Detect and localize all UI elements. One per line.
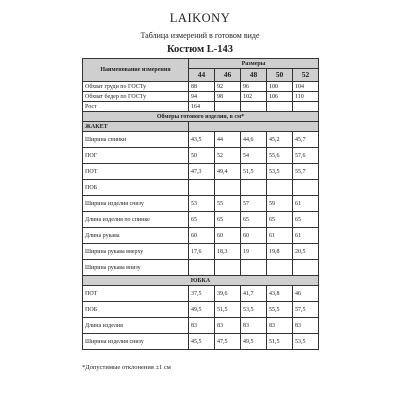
value-cell: 49,5 bbox=[241, 334, 267, 350]
table-row bbox=[83, 196, 319, 212]
value-cell: 60 bbox=[241, 228, 267, 244]
value-cell: 65 bbox=[215, 212, 241, 228]
row-label: Ширина рукава внизу bbox=[83, 260, 189, 276]
value-cell: 96 bbox=[241, 82, 267, 92]
value-cell: 59 bbox=[267, 196, 293, 212]
value-cell: 53,5 bbox=[293, 334, 319, 350]
measurement-name-header: Наименование измерения bbox=[83, 59, 189, 82]
value-cell: 83 bbox=[215, 318, 241, 334]
row-label: Длина изделия bbox=[83, 318, 189, 334]
value-cell: 57 bbox=[241, 196, 267, 212]
row-label: Рост bbox=[83, 102, 189, 112]
size-header-cell: 44 bbox=[189, 69, 215, 82]
value-cell: 55,5 bbox=[267, 302, 293, 318]
row-label: ПОГ bbox=[83, 148, 189, 164]
row-label: Ширина рукава вверху bbox=[83, 244, 189, 260]
value-cell: 51,5 bbox=[241, 164, 267, 180]
model-title: Костюм L-143 bbox=[166, 44, 234, 55]
value-cell bbox=[293, 260, 319, 276]
size-header-cell: 46 bbox=[215, 69, 241, 82]
row-label: Ширина изделия снизу bbox=[83, 196, 189, 212]
value-cell: 41,7 bbox=[241, 286, 267, 302]
value-cell: 45,5 bbox=[189, 334, 215, 350]
value-cell: 47,5 bbox=[215, 334, 241, 350]
table-row bbox=[83, 212, 319, 228]
value-cell: 53,5 bbox=[241, 302, 267, 318]
value-cell bbox=[241, 102, 267, 112]
value-cell: 47,3 bbox=[189, 164, 215, 180]
value-cell: 44,6 bbox=[241, 132, 267, 148]
table-row bbox=[83, 180, 319, 196]
value-cell: 88 bbox=[189, 82, 215, 92]
value-cell: 83 bbox=[293, 318, 319, 334]
skirt-section-title: ЮБКА bbox=[83, 276, 319, 286]
value-cell: 19 bbox=[241, 244, 267, 260]
value-cell: 20,5 bbox=[293, 244, 319, 260]
table-row bbox=[83, 92, 319, 102]
jacket-section-title: ЖАКЕТ bbox=[83, 122, 189, 132]
value-cell: 60 bbox=[215, 228, 241, 244]
value-cell bbox=[267, 102, 293, 112]
value-cell bbox=[293, 102, 319, 112]
size-header-cell: 48 bbox=[241, 69, 267, 82]
row-label: Длина изделия по спинке bbox=[83, 212, 189, 228]
row-label: Ширина изделия снизу bbox=[83, 334, 189, 350]
value-cell: 92 bbox=[215, 82, 241, 92]
table-row bbox=[83, 244, 319, 260]
value-cell bbox=[267, 260, 293, 276]
value-cell: 50 bbox=[189, 148, 215, 164]
value-cell: 65 bbox=[293, 212, 319, 228]
value-cell bbox=[215, 260, 241, 276]
value-cell: 61 bbox=[293, 196, 319, 212]
value-cell: 19,8 bbox=[267, 244, 293, 260]
value-cell: 37,5 bbox=[189, 286, 215, 302]
value-cell: 83 bbox=[189, 318, 215, 334]
value-cell: 44 bbox=[215, 132, 241, 148]
value-cell: 17,6 bbox=[189, 244, 215, 260]
value-cell: 164 bbox=[189, 102, 215, 112]
value-cell: 49,4 bbox=[215, 164, 241, 180]
value-cell: 51,5 bbox=[267, 334, 293, 350]
value-cell: 43,5 bbox=[189, 132, 215, 148]
value-cell: 55,6 bbox=[267, 148, 293, 164]
size-header-cell: 52 bbox=[293, 69, 319, 82]
value-cell bbox=[293, 180, 319, 196]
value-cell: 49,5 bbox=[189, 302, 215, 318]
value-cell bbox=[241, 260, 267, 276]
value-cell: 65 bbox=[189, 212, 215, 228]
value-cell: 65 bbox=[267, 212, 293, 228]
table-row bbox=[83, 132, 319, 148]
table-row bbox=[83, 102, 319, 112]
value-cell: 102 bbox=[241, 92, 267, 102]
value-cell bbox=[241, 180, 267, 196]
table-row bbox=[83, 148, 319, 164]
value-cell: 45,2 bbox=[267, 132, 293, 148]
value-cell: 53,5 bbox=[267, 164, 293, 180]
value-cell bbox=[189, 260, 215, 276]
row-label: ПОТ bbox=[83, 286, 189, 302]
value-cell bbox=[215, 180, 241, 196]
value-cell bbox=[215, 102, 241, 112]
finished-measurements-header: Обмеры готового изделия, в см* bbox=[83, 112, 319, 122]
value-cell: 39,6 bbox=[215, 286, 241, 302]
table-row bbox=[83, 318, 319, 334]
value-cell bbox=[267, 180, 293, 196]
brand-title: LAIKONY bbox=[169, 11, 231, 25]
value-cell: 83 bbox=[241, 318, 267, 334]
value-cell: 110 bbox=[293, 92, 319, 102]
row-label: ПОБ bbox=[83, 180, 189, 196]
value-cell: 57,5 bbox=[293, 302, 319, 318]
table-row bbox=[83, 302, 319, 318]
value-cell: 94 bbox=[189, 92, 215, 102]
value-cell: 57,6 bbox=[293, 148, 319, 164]
value-cell: 104 bbox=[293, 82, 319, 92]
value-cell: 60 bbox=[189, 228, 215, 244]
size-chart-table bbox=[82, 58, 319, 350]
value-cell: 45,7 bbox=[293, 132, 319, 148]
row-label: Обхват груди по ГОСТу bbox=[83, 82, 189, 92]
row-label: ПОБ bbox=[83, 302, 189, 318]
table-row bbox=[83, 260, 319, 276]
value-cell: 98 bbox=[215, 92, 241, 102]
value-cell: 55 bbox=[215, 196, 241, 212]
value-cell: 61 bbox=[267, 228, 293, 244]
value-cell: 18,3 bbox=[215, 244, 241, 260]
row-label: Обхват бедер по ГОСТу bbox=[83, 92, 189, 102]
size-header-cell: 50 bbox=[267, 69, 293, 82]
table-row bbox=[83, 228, 319, 244]
table-row bbox=[83, 82, 319, 92]
row-label: Длина рукава bbox=[83, 228, 189, 244]
value-cell: 106 bbox=[267, 92, 293, 102]
value-cell: 43,8 bbox=[267, 286, 293, 302]
sizes-header: Размеры bbox=[189, 59, 319, 69]
value-cell: 52 bbox=[215, 148, 241, 164]
table-row bbox=[83, 334, 319, 350]
table-row bbox=[83, 286, 319, 302]
value-cell: 100 bbox=[267, 82, 293, 92]
value-cell: 65 bbox=[241, 212, 267, 228]
tolerance-footnote: *Допустимые отклонения ±1 см bbox=[82, 364, 171, 371]
document-subtitle: Таблица измерений в готовом виде bbox=[140, 31, 260, 40]
value-cell: 51,5 bbox=[215, 302, 241, 318]
table-row bbox=[83, 164, 319, 180]
value-cell: 53 bbox=[189, 196, 215, 212]
value-cell: 55,7 bbox=[293, 164, 319, 180]
value-cell bbox=[189, 180, 215, 196]
value-cell: 83 bbox=[267, 318, 293, 334]
value-cell: 54 bbox=[241, 148, 267, 164]
value-cell: 61 bbox=[293, 228, 319, 244]
value-cell: 46 bbox=[293, 286, 319, 302]
row-label: Ширина спинки bbox=[83, 132, 189, 148]
row-label: ПОТ bbox=[83, 164, 189, 180]
